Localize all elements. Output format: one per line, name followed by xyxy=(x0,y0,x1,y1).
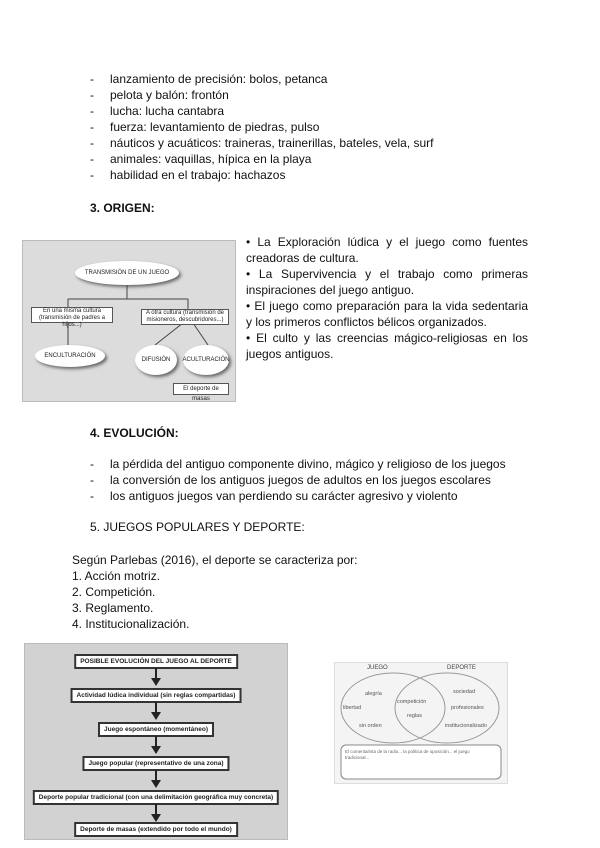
flow-step: Juego popular (representativo de una zona) xyxy=(82,756,229,771)
origen-point: • La Supervivencia y el trabajo como primeras inspiraciones del juego antiguo. xyxy=(246,267,528,297)
venn-word: alegría xyxy=(365,691,382,697)
list-item: - fuerza: levantamiento de piedras, pulso xyxy=(90,120,320,134)
venn-word: competición xyxy=(397,699,427,705)
origen-point: • La Exploración lúdica y el juego como fuentes creadoras de cultura. xyxy=(246,235,528,265)
venn-word: libertad xyxy=(343,705,362,711)
node-enculturacion: ENCULTURACIÓN xyxy=(35,345,105,367)
venn-label-juego: JUEGO xyxy=(367,665,388,671)
list-item: - lanzamiento de precisión: bolos, petanca xyxy=(90,72,328,86)
list-item: - la conversión de los antiguos juegos de adultos en los juegos escolares xyxy=(90,473,491,487)
node-otra-cultura: A otra cultura (transmisión de misioneros, descubridores...) xyxy=(141,309,229,325)
figure-evolucion-juego-deporte xyxy=(24,643,288,840)
flow-step: Juego espontáneo (momentáneo) xyxy=(98,722,214,737)
list-item: - los antiguos juegos van perdiendo su carácter agresivo y violento xyxy=(90,489,458,503)
venn-word: reglas xyxy=(407,713,422,719)
list-item: - náuticos y acuáticos: traineras, trainerillas, bateles, vela, surf xyxy=(90,136,434,150)
parlebas-item: 1. Acción motriz. xyxy=(72,569,161,583)
parlebas-intro: Según Parlebas (2016), el deporte se caracteriza por: xyxy=(72,553,358,567)
parlebas-block xyxy=(72,552,358,632)
venn-word: institucionalizado xyxy=(445,723,487,729)
flow-step: Actividad lúdica individual (sin reglas compartidas) xyxy=(71,688,242,703)
venn-word: sin orden xyxy=(359,723,382,729)
flow-step: Deporte popular tradicional (con una delimitación geográfica muy concreta) xyxy=(33,790,279,805)
node-transmision: TRANSMISIÓN DE UN JUEGO xyxy=(75,261,179,285)
parlebas-item: 4. Institucionalización. xyxy=(72,617,190,631)
section-3-heading: 3. ORIGEN: xyxy=(90,201,155,215)
section-5-heading: 5. JUEGOS POPULARES Y DEPORTE: xyxy=(90,520,305,534)
origen-text xyxy=(246,234,528,362)
list-item: - pelota y balón: frontón xyxy=(90,88,229,102)
figure-juego-deporte-venn xyxy=(334,662,508,784)
figure-transmision-juego xyxy=(22,240,236,402)
venn-label-deporte: DEPORTE xyxy=(447,665,476,671)
flow-step: Deporte de masas (extendido por todo el mundo) xyxy=(74,822,238,837)
sports-list xyxy=(90,71,433,183)
list-item: - la pérdida del antiguo componente divino, mágico y religioso de los juegos xyxy=(90,457,506,471)
flow-title: POSIBLE EVOLUCIÓN DEL JUEGO AL DEPORTE xyxy=(74,654,238,669)
venn-word: profesionales xyxy=(451,705,484,711)
list-item: - habilidad en el trabajo: hachazos xyxy=(90,168,286,182)
parlebas-item: 3. Reglamento. xyxy=(72,601,154,615)
origen-point: • El culto y las creencias mágico-religiosas en los juegos antiguos. xyxy=(246,331,528,361)
origen-point: • El juego como preparación para la vida sedentaria y los primeros conflictos bélicos organizados. xyxy=(246,299,528,329)
list-item: - animales: vaquillas, hípica en la playa xyxy=(90,152,312,166)
node-deporte-masas: El deporte de masas xyxy=(173,383,229,395)
section-4-heading: 4. EVOLUCIÓN: xyxy=(90,426,179,440)
evolucion-list xyxy=(90,456,506,504)
node-difusion: DIFUSIÓN xyxy=(135,345,177,375)
node-aculturacion: ACULTURACIÓN xyxy=(183,345,229,375)
venn-word: sociedad xyxy=(453,689,476,695)
list-item: - lucha: lucha cantabra xyxy=(90,104,225,118)
node-misma-cultura: En una misma cultura (transmisión de padres a hijos...) xyxy=(31,307,113,323)
parlebas-item: 2. Competición. xyxy=(72,585,156,599)
venn-caption: El comentarista de la radio... la política de oposición... el juego tradicional... xyxy=(345,749,470,760)
